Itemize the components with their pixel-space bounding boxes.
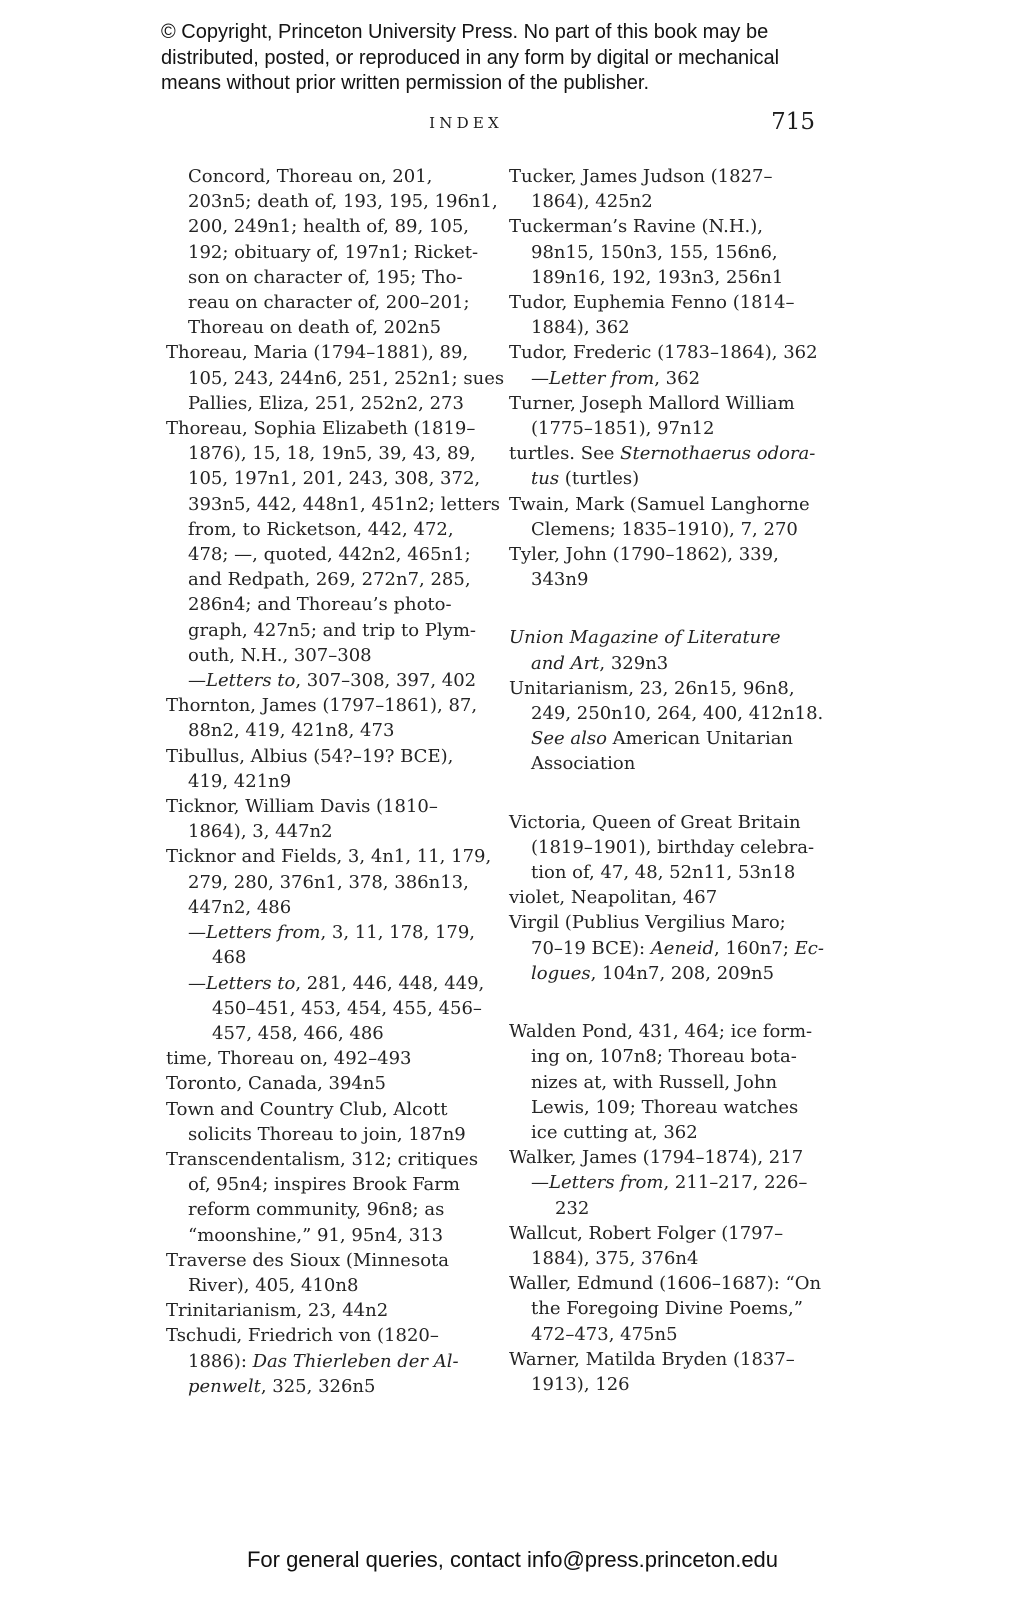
- index-line: [166, 1273, 504, 1298]
- index-line: [166, 265, 504, 290]
- index-text-run: Ticknor, William Davis (1810–: [166, 796, 438, 818]
- index-line: [509, 885, 824, 910]
- index-text-run: turtles. See: [509, 443, 621, 465]
- index-text-run: tus: [531, 468, 560, 490]
- index-text-run: 447n2, 486: [188, 896, 292, 918]
- index-text-run: 1913), 126: [531, 1373, 630, 1395]
- index-line: [509, 860, 824, 885]
- footer-contact: For general queries, contact info@press.princeton.edu: [246, 1547, 779, 1572]
- index-line: [509, 1095, 824, 1120]
- index-line: [166, 567, 504, 592]
- index-line: [166, 618, 504, 643]
- index-text-run: Thornton, James (1797–1861), 87,: [166, 695, 478, 717]
- index-text-run: , 104n7, 208, 209n5: [590, 962, 775, 984]
- index-text-run: from, to Ricketson, 442, 472,: [188, 518, 454, 540]
- index-line: [166, 1223, 504, 1248]
- index-line: [166, 315, 504, 340]
- index-text-run: —: [531, 367, 549, 389]
- index-line: [509, 1145, 824, 1170]
- index-text-run: 1884), 362: [531, 317, 630, 339]
- index-text-run: Unitarianism, 23, 26n15, 96n8,: [509, 677, 795, 699]
- index-line: [166, 189, 504, 214]
- index-line: [509, 751, 824, 776]
- index-text-run: 279, 280, 376n1, 378, 386n13,: [188, 871, 469, 893]
- index-line: [509, 625, 824, 650]
- index-line: [166, 1172, 504, 1197]
- index-text-run: Walker, James (1794–1874), 217: [509, 1147, 804, 1169]
- index-line: [509, 701, 824, 726]
- index-line: [166, 290, 504, 315]
- index-line: [166, 366, 504, 391]
- copyright-notice: [161, 20, 779, 97]
- index-text-run: (1775–1851), 97n12: [531, 418, 715, 440]
- index-text-run: and Redpath, 269, 272n7, 285,: [188, 569, 471, 591]
- index-text-run: Tschudi, Friedrich von (1820–: [166, 1325, 439, 1347]
- index-line: [166, 492, 504, 517]
- index-text-run: 393n5, 442, 448n1, 451n2; letters: [188, 493, 501, 515]
- index-text-run: violet, Neapolitan, 467: [509, 887, 718, 909]
- index-line: [166, 214, 504, 239]
- index-line: [166, 819, 504, 844]
- index-text-run: Virgil (Publius Vergilius Maro;: [509, 912, 786, 934]
- index-line: [166, 466, 504, 491]
- index-line: [166, 1021, 504, 1046]
- index-line: [509, 676, 824, 701]
- index-text-run: Thoreau, Maria (1794–1881), 89,: [166, 342, 469, 364]
- index-text-run: 286n4; and Thoreau’s photo-: [188, 594, 452, 616]
- index-text-run: , 160n7;: [714, 937, 795, 959]
- index-column-right: [509, 164, 824, 1397]
- index-line: [166, 1323, 504, 1348]
- index-text-run: 1884), 375, 376n4: [531, 1247, 699, 1269]
- index-line: [509, 214, 824, 239]
- index-line: [509, 240, 824, 265]
- index-line: [509, 726, 824, 751]
- index-line: [509, 1221, 824, 1246]
- index-line: [509, 810, 824, 835]
- index-line: [509, 315, 824, 340]
- index-text-run: 1864), 3, 447n2: [188, 821, 333, 843]
- index-text-run: Tibullus, Albius (54?–19? BCE),: [166, 745, 454, 767]
- index-line: [509, 1120, 824, 1145]
- index-text-run: reform community, 96n8; as: [188, 1199, 445, 1221]
- index-text-run: Das Thierleben der Al-: [252, 1350, 459, 1372]
- index-text-run: 200, 249n1; health of, 89, 105,: [188, 216, 469, 238]
- index-line: [509, 835, 824, 860]
- index-text-run: 70–19 BCE):: [531, 937, 651, 959]
- index-line: [166, 1097, 504, 1122]
- index-line: [166, 441, 504, 466]
- index-line: [166, 971, 504, 996]
- index-text-run: 98n15, 150n3, 155, 156n6,: [531, 241, 778, 263]
- index-line: [166, 1122, 504, 1147]
- index-text-run: 450–451, 453, 454, 455, 456–: [212, 997, 482, 1019]
- index-line: [166, 643, 504, 668]
- index-text-run: tion of, 47, 48, 52n11, 53n18: [531, 862, 796, 884]
- index-text-run: Thoreau on death of, 202n5: [188, 317, 442, 339]
- index-text-run: Letters to: [206, 972, 296, 994]
- index-text-run: 1886):: [188, 1350, 253, 1372]
- index-text-run: 343n9: [531, 569, 589, 591]
- index-text-run: Aeneid: [650, 937, 714, 959]
- index-text-run: 468: [212, 947, 247, 969]
- index-text-run: Pallies, Eliza, 251, 252n2, 273: [188, 392, 464, 414]
- index-line: [166, 1071, 504, 1096]
- index-text-run: 203n5; death of, 193, 195, 196n1,: [188, 191, 498, 213]
- index-text-run: , 329n3: [599, 652, 669, 674]
- index-column-left: [166, 164, 504, 1399]
- index-line: [166, 844, 504, 869]
- index-text-run: 232: [555, 1197, 590, 1219]
- index-text-run: 192; obituary of, 197n1; Ricket-: [188, 241, 479, 263]
- index-text-run: See also: [531, 728, 607, 750]
- index-line: [166, 945, 504, 970]
- index-line: [509, 1347, 824, 1372]
- index-line: [509, 1019, 824, 1044]
- index-text-run: Trinitarianism, 23, 44n2: [166, 1300, 389, 1322]
- index-text-run: nizes at, with Russell, John: [531, 1071, 778, 1093]
- index-text-run: Traverse des Sioux (Minnesota: [166, 1249, 449, 1271]
- index-line: [166, 542, 504, 567]
- index-line: [166, 592, 504, 617]
- section-gap: [509, 777, 824, 810]
- index-text-run: 249, 250n10, 264, 400, 412n18.: [531, 703, 824, 725]
- page-title: INDEX: [429, 114, 503, 132]
- index-line: [509, 567, 824, 592]
- index-text-run: 1876), 15, 18, 19n5, 39, 43, 89,: [188, 443, 476, 465]
- index-line: [509, 517, 824, 542]
- index-text-run: American Unitarian: [606, 728, 794, 750]
- index-text-run: 105, 243, 244n6, 251, 252n1; sues: [188, 367, 505, 389]
- index-text-run: (turtles): [559, 468, 640, 490]
- index-text-run: Turner, Joseph Mallord William: [509, 392, 795, 414]
- index-text-run: 88n2, 419, 421n8, 473: [188, 720, 395, 742]
- index-text-run: —: [188, 922, 206, 944]
- index-text-run: Concord, Thoreau on, 201,: [188, 166, 433, 187]
- index-text-run: and Art: [531, 652, 600, 674]
- index-line: [166, 1197, 504, 1222]
- index-text-run: Letter from: [549, 367, 655, 389]
- index-line: [509, 466, 824, 491]
- index-line: [166, 744, 504, 769]
- index-text-run: 189n16, 192, 193n3, 256n1: [531, 266, 784, 288]
- index-line: [509, 290, 824, 315]
- index-line: [166, 693, 504, 718]
- index-line: [166, 920, 504, 945]
- index-text-run: Union Magazine of Literature: [509, 627, 781, 649]
- index-line: [509, 441, 824, 466]
- index-text-run: Tuckerman’s Ravine (N.H.),: [509, 216, 764, 238]
- index-line: [509, 391, 824, 416]
- copyright-line: means without prior written permission of the publisher.: [161, 72, 650, 94]
- index-text-run: Clemens; 1835–1910), 7, 270: [531, 518, 798, 540]
- index-line: [166, 391, 504, 416]
- index-line: [509, 366, 824, 391]
- index-line: [166, 996, 504, 1021]
- index-line: [166, 870, 504, 895]
- index-line: [166, 668, 504, 693]
- index-line: [166, 517, 504, 542]
- index-line: [509, 189, 824, 214]
- index-line: [509, 164, 824, 189]
- section-gap: [509, 986, 824, 1019]
- index-text-run: Tucker, James Judson (1827–: [509, 166, 773, 187]
- index-line: [509, 1246, 824, 1271]
- index-line: [166, 1298, 504, 1323]
- index-text-run: Letters to: [206, 670, 296, 692]
- index-text-run: graph, 427n5; and trip to Plym-: [188, 619, 476, 641]
- index-text-run: Ticknor and Fields, 3, 4n1, 11, 179,: [166, 846, 492, 868]
- index-text-run: Wallcut, Robert Folger (1797–: [509, 1222, 784, 1244]
- index-text-run: 457, 458, 466, 486: [212, 1022, 384, 1044]
- index-text-run: 105, 197n1, 201, 243, 308, 372,: [188, 468, 481, 490]
- index-line: [166, 1248, 504, 1273]
- index-text-run: 1864), 425n2: [531, 191, 653, 213]
- index-text-run: Tudor, Frederic (1783–1864), 362: [509, 342, 818, 364]
- index-text-run: outh, N.H., 307–308: [188, 644, 372, 666]
- index-text-run: Tyler, John (1790–1862), 339,: [509, 544, 779, 566]
- index-text-run: Waller, Edmund (1606–1687): “On: [509, 1273, 822, 1295]
- index-text-run: , 325, 326n5: [260, 1375, 376, 1397]
- index-text-run: Letters from: [549, 1172, 664, 1194]
- index-text-run: Town and Country Club, Alcott: [166, 1098, 448, 1120]
- index-text-run: Warner, Matilda Bryden (1837–: [509, 1348, 795, 1370]
- index-line: [509, 1296, 824, 1321]
- index-line: [509, 416, 824, 441]
- index-text-run: 472–473, 475n5: [531, 1323, 678, 1345]
- index-text-run: , 307–308, 397, 402: [295, 670, 477, 692]
- index-line: [509, 265, 824, 290]
- index-line: [509, 936, 824, 961]
- index-text-run: Ec-: [794, 937, 824, 959]
- index-text-run: son on character of, 195; Tho-: [188, 266, 463, 288]
- index-line: [509, 1170, 824, 1195]
- index-line: [166, 1147, 504, 1172]
- index-line: [166, 340, 504, 365]
- index-text-run: penwelt: [188, 1375, 261, 1397]
- index-text-run: 478; —, quoted, 442n2, 465n1;: [188, 544, 471, 566]
- index-line: [166, 895, 504, 920]
- index-text-run: the Foregoing Divine Poems,”: [531, 1298, 803, 1320]
- index-line: [509, 1070, 824, 1095]
- index-line: [509, 1322, 824, 1347]
- index-text-run: (1819–1901), birthday celebra-: [531, 836, 815, 858]
- index-text-run: Walden Pond, 431, 464; ice form-: [509, 1021, 813, 1043]
- index-text-run: River), 405, 410n8: [188, 1274, 359, 1296]
- index-text-run: Transcendentalism, 312; critiques: [166, 1148, 479, 1170]
- index-text-run: , 211–217, 226–: [663, 1172, 808, 1194]
- section-gap: [509, 592, 824, 625]
- index-line: [166, 164, 504, 189]
- index-line: [509, 1372, 824, 1397]
- index-text-run: Letters from: [206, 922, 321, 944]
- page-number: 715: [771, 109, 815, 135]
- index-line: [509, 542, 824, 567]
- index-line: [509, 961, 824, 986]
- index-text-run: “moonshine,” 91, 95n4, 313: [188, 1224, 444, 1246]
- index-text-run: Tudor, Euphemia Fenno (1814–: [509, 292, 795, 314]
- index-text-run: 419, 421n9: [188, 770, 292, 792]
- copyright-line: distributed, posted, or reproduced in any form by digital or mechanical: [161, 46, 780, 69]
- index-line: [509, 910, 824, 935]
- index-text-run: , 281, 446, 448, 449,: [295, 972, 485, 994]
- index-text-run: —: [531, 1172, 549, 1194]
- index-line: [509, 651, 824, 676]
- index-line: [509, 340, 824, 365]
- copyright-line: © Copyright, Princeton University Press. No part of this book may be: [161, 21, 769, 43]
- index-text-run: —: [188, 972, 206, 994]
- index-line: [166, 1349, 504, 1374]
- index-line: [166, 794, 504, 819]
- index-text-run: reau on character of, 200–201;: [188, 292, 470, 314]
- index-text-run: Victoria, Queen of Great Britain: [509, 811, 801, 833]
- index-line: [166, 769, 504, 794]
- index-line: [509, 492, 824, 517]
- index-text-run: Twain, Mark (Samuel Langhorne: [509, 493, 810, 515]
- index-text-run: time, Thoreau on, 492–493: [166, 1048, 412, 1070]
- index-text-run: , 3, 11, 178, 179,: [320, 922, 476, 944]
- index-text-run: Thoreau, Sophia Elizabeth (1819–: [166, 418, 476, 440]
- index-line: [166, 416, 504, 441]
- index-line: [166, 1374, 504, 1399]
- index-line: [166, 240, 504, 265]
- index-text-run: of, 95n4; inspires Brook Farm: [188, 1174, 460, 1196]
- index-line: [166, 1046, 504, 1071]
- index-line: [509, 1044, 824, 1069]
- index-text-run: Toronto, Canada, 394n5: [166, 1073, 386, 1095]
- index-text-run: ing on, 107n8; Thoreau bota-: [531, 1046, 797, 1068]
- index-text-run: ice cutting at, 362: [531, 1121, 698, 1143]
- index-text-run: , 362: [654, 367, 701, 389]
- index-line: [166, 718, 504, 743]
- index-line: [509, 1271, 824, 1296]
- index-text-run: solicits Thoreau to join, 187n9: [188, 1123, 466, 1145]
- index-line: [509, 1196, 824, 1221]
- index-text-run: Association: [531, 753, 636, 775]
- index-text-run: Sternothaerus odora-: [620, 443, 816, 465]
- index-text-run: —: [188, 670, 206, 692]
- index-text-run: Lewis, 109; Thoreau watches: [531, 1096, 799, 1118]
- index-text-run: logues: [531, 962, 591, 984]
